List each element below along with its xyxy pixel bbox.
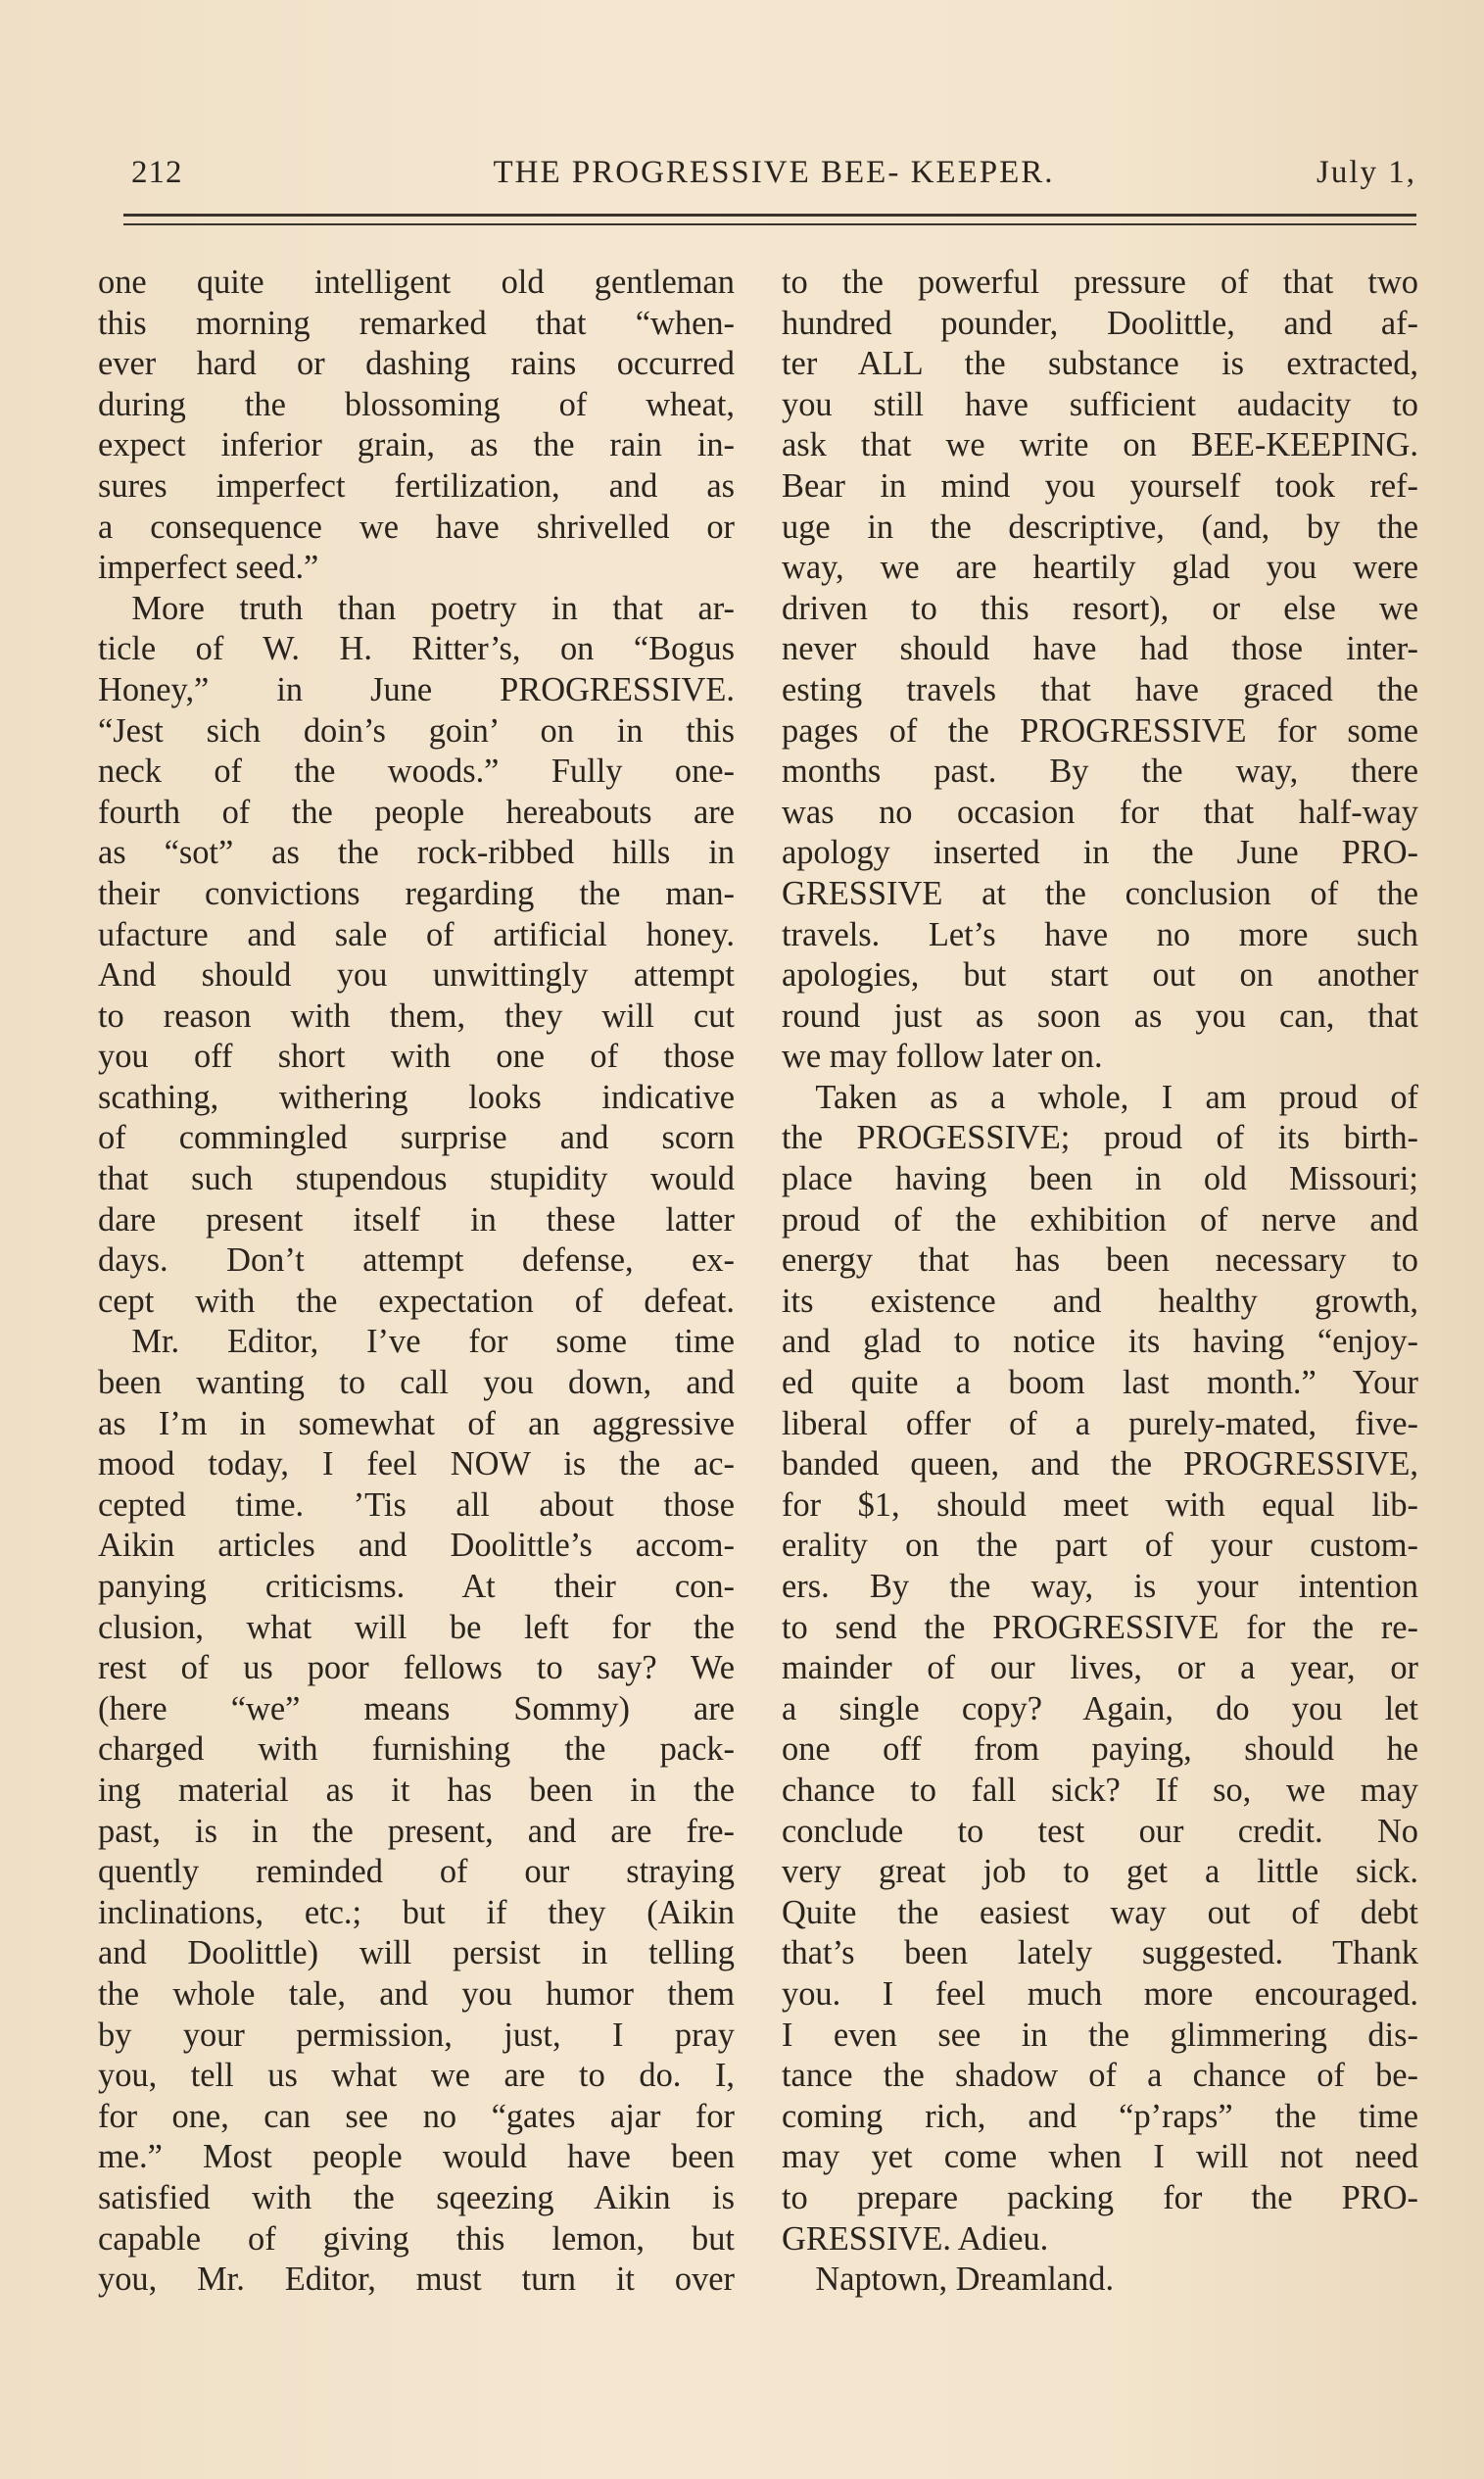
text-line: been wanting to call you down, and bbox=[98, 1364, 735, 1402]
text-line: and Doolittle) will persist in telling bbox=[98, 1934, 735, 1972]
text-line: one off from paying, should he bbox=[782, 1730, 1418, 1769]
text-line: travels. Let’s have no more such bbox=[782, 915, 1418, 953]
text-line: its existence and healthy growth, bbox=[782, 1282, 1418, 1320]
text-line: “Jest sich doin’s goin’ on in this bbox=[98, 711, 735, 750]
text-line: neck of the woods.” Fully one- bbox=[98, 753, 735, 791]
text-line: very great job to get a little sick. bbox=[782, 1853, 1418, 1891]
text-line: as “sot” as the rock-ribbed hills in bbox=[98, 834, 735, 872]
text-line: as I’m in somewhat of an aggressive bbox=[98, 1404, 735, 1442]
text-line: conclude to test our credit. No bbox=[782, 1812, 1418, 1850]
issue-date: July 1, bbox=[1316, 155, 1416, 190]
page-number: 212 bbox=[131, 155, 183, 190]
text-line: of commingled surprise and scorn bbox=[98, 1119, 735, 1157]
text-line: was no occasion for that half-way bbox=[782, 793, 1418, 831]
text-line: tance the shadow of a chance of be- bbox=[782, 2057, 1418, 2095]
left-column bbox=[98, 263, 735, 2301]
text-line: you. I feel much more encouraged. bbox=[782, 1974, 1418, 2013]
text-line: And should you unwittingly attempt bbox=[98, 956, 735, 995]
text-line: round just as soon as you can, that bbox=[782, 996, 1418, 1035]
text-line: and glad to notice its having “enjoy- bbox=[782, 1323, 1418, 1361]
text-line: (here “we” means Sommy) are bbox=[98, 1689, 735, 1727]
text-line: way, we are heartily glad you were bbox=[782, 549, 1418, 587]
text-line: ter ALL the substance is extracted, bbox=[782, 345, 1418, 383]
text-line: uge in the descriptive, (and, by the bbox=[782, 508, 1418, 546]
text-line: esting travels that have graced the bbox=[782, 670, 1418, 708]
header-rule-top bbox=[123, 214, 1416, 217]
text-line: expect inferior grain, as the rain in- bbox=[98, 426, 735, 464]
text-line: sures imperfect fertilization, and as bbox=[98, 466, 735, 505]
text-line: their convictions regarding the man- bbox=[98, 874, 735, 912]
text-line: one quite intelligent old gentleman bbox=[98, 264, 735, 301]
text-line: to the powerful pressure of that two bbox=[782, 264, 1418, 301]
text-line: scathing, withering looks indicative bbox=[98, 1078, 735, 1116]
text-line: imperfect seed.” bbox=[98, 549, 319, 587]
journal-title: THE PROGRESSIVE BEE- KEEPER. bbox=[493, 155, 1055, 190]
text-line: ufacture and sale of artificial honey. bbox=[98, 915, 735, 953]
text-line: place having been in old Missouri; bbox=[782, 1160, 1418, 1198]
text-line: ask that we write on BEE-KEEPING. bbox=[782, 426, 1418, 464]
text-line: mainder of our lives, or a year, or bbox=[782, 1649, 1418, 1687]
text-line: days. Don’t attempt defense, ex- bbox=[98, 1241, 735, 1280]
text-line: Naptown, Dreamland. bbox=[782, 2260, 1115, 2299]
text-line: that’s been lately suggested. Thank bbox=[782, 1934, 1418, 1972]
text-line: GRESSIVE. Adieu. bbox=[782, 2219, 1049, 2258]
text-line: a single copy? Again, do you let bbox=[782, 1689, 1418, 1727]
text-line: erality on the part of your custom- bbox=[782, 1527, 1418, 1565]
text-line: to send the PROGRESSIVE for the re- bbox=[782, 1608, 1418, 1646]
text-line: months past. By the way, there bbox=[782, 753, 1418, 791]
text-line: satisfied with the sqeezing Aikin is bbox=[98, 2178, 735, 2216]
text-line: that such stupendous stupidity would bbox=[98, 1160, 735, 1198]
text-line: we may follow later on. bbox=[782, 1038, 1103, 1076]
text-line: Taken as a whole, I am proud of bbox=[782, 1078, 1418, 1116]
text-line: I even see in the glimmering dis- bbox=[782, 2016, 1418, 2054]
text-line: banded queen, and the PROGRESSIVE, bbox=[782, 1445, 1418, 1483]
text-line: past, is in the present, and are fre- bbox=[98, 1812, 735, 1850]
text-line: clusion, what will be left for the bbox=[98, 1608, 735, 1646]
text-line: proud of the exhibition of nerve and bbox=[782, 1200, 1418, 1239]
text-line: ever hard or dashing rains occurred bbox=[98, 345, 735, 383]
text-line: quently reminded of our straying bbox=[98, 1853, 735, 1891]
text-line: coming rich, and “p’raps” the time bbox=[782, 2097, 1418, 2135]
text-line: ers. By the way, is your intention bbox=[782, 1568, 1418, 1605]
text-line: driven to this resort), or else we bbox=[782, 589, 1418, 627]
text-line: capable of giving this lemon, but bbox=[98, 2219, 735, 2258]
text-line: a consequence we have shrivelled or bbox=[98, 508, 735, 546]
text-line: Honey,” in June PROGRESSIVE. bbox=[98, 670, 735, 708]
text-line: cepted time. ’Tis all about those bbox=[98, 1485, 735, 1524]
text-line: the whole tale, and you humor them bbox=[98, 1974, 735, 2013]
running-header bbox=[131, 155, 1416, 204]
text-line: you still have sufficient audacity to bbox=[782, 385, 1418, 423]
text-line: you, tell us what we are to do. I, bbox=[98, 2057, 735, 2095]
header-rule-bottom bbox=[123, 223, 1416, 225]
text-line: mood today, I feel NOW is the ac- bbox=[98, 1445, 735, 1483]
text-line: may yet come when I will not need bbox=[782, 2138, 1418, 2176]
text-line: you, Mr. Editor, must turn it over bbox=[98, 2260, 735, 2299]
text-line: More truth than poetry in that ar- bbox=[98, 589, 735, 627]
text-line: for one, can see no “gates ajar for bbox=[98, 2097, 735, 2135]
text-line: pages of the PROGRESSIVE for some bbox=[782, 711, 1418, 750]
text-line: by your permission, just, I pray bbox=[98, 2016, 735, 2054]
text-line: inclinations, etc.; but if they (Aikin bbox=[98, 1893, 735, 1931]
text-line: Mr. Editor, I’ve for some time bbox=[98, 1323, 735, 1361]
text-line: fourth of the people hereabouts are bbox=[98, 793, 735, 831]
text-line: charged with furnishing the pack- bbox=[98, 1730, 735, 1769]
text-line: the PROGESSIVE; proud of its birth- bbox=[782, 1119, 1418, 1157]
text-line: Aikin articles and Doolittle’s accom- bbox=[98, 1527, 735, 1565]
text-line: apologies, but start out on another bbox=[782, 956, 1418, 995]
text-line: liberal offer of a purely-mated, five- bbox=[782, 1404, 1418, 1442]
text-line: to reason with them, they will cut bbox=[98, 996, 735, 1035]
text-line: Quite the easiest way out of debt bbox=[782, 1893, 1418, 1931]
text-line: to prepare packing for the PRO- bbox=[782, 2178, 1418, 2216]
text-line: rest of us poor fellows to say? We bbox=[98, 1649, 735, 1687]
text-line: ing material as it has been in the bbox=[98, 1771, 735, 1809]
text-line: cept with the expectation of defeat. bbox=[98, 1282, 735, 1320]
text-line: never should have had those inter- bbox=[782, 630, 1418, 668]
text-line: GRESSIVE at the conclusion of the bbox=[782, 874, 1418, 912]
text-line: during the blossoming of wheat, bbox=[98, 385, 735, 423]
text-line: energy that has been necessary to bbox=[782, 1241, 1418, 1280]
text-line: me.” Most people would have been bbox=[98, 2138, 735, 2176]
text-line: ticle of W. H. Ritter’s, on “Bogus bbox=[98, 630, 735, 668]
text-line: for $1, should meet with equal lib- bbox=[782, 1485, 1418, 1524]
text-line: apology inserted in the June PRO- bbox=[782, 834, 1418, 872]
text-line: you off short with one of those bbox=[98, 1038, 735, 1076]
text-line: Bear in mind you yourself took ref- bbox=[782, 466, 1418, 505]
right-column bbox=[782, 263, 1418, 2301]
text-line: chance to fall sick? If so, we may bbox=[782, 1771, 1418, 1809]
text-line: dare present itself in these latter bbox=[98, 1200, 735, 1239]
text-line: panying criticisms. At their con- bbox=[98, 1568, 735, 1605]
text-line: this morning remarked that “when- bbox=[98, 304, 735, 342]
text-line: hundred pounder, Doolittle, and af- bbox=[782, 304, 1418, 342]
text-line: ed quite a boom last month.” Your bbox=[782, 1364, 1418, 1402]
